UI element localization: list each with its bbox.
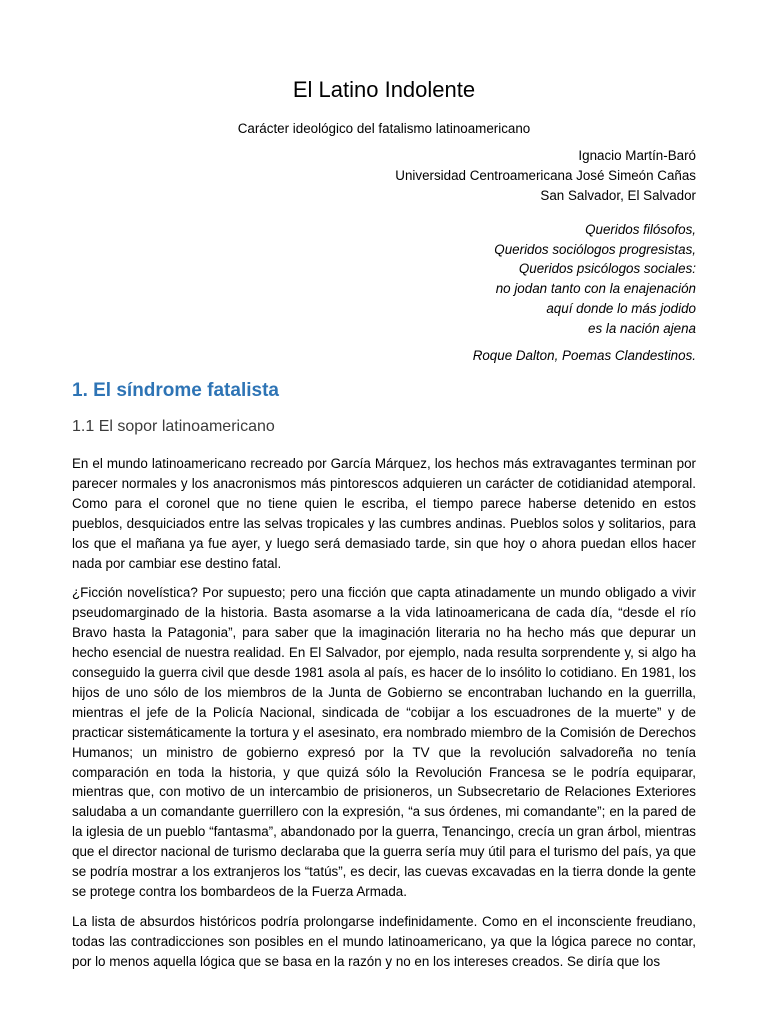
- epigraph-line: Queridos psicólogos sociales:: [518, 261, 696, 277]
- document-title: El Latino Indolente: [292, 77, 476, 102]
- epigraph-line: aquí donde lo más jodido: [546, 301, 696, 317]
- author-block: [72, 146, 696, 206]
- document-subtitle: Carácter ideológico del fatalismo latinoamericano: [237, 121, 531, 136]
- author-name: Ignacio Martín-Baró: [578, 147, 696, 163]
- body-paragraph: En el mundo latinoamericano recreado por García Márquez, los hechos más extravagantes terminan por parecer normales y los anacronismos más pintorescos adquieren un carácter de cotidianidad atemporal. Como para el coronel que no tiene quien le escriba, el tiempo parece haberse detenido en estos pueblos, desquiciados entre las selvas tropicales y las cumbres andinas. Pueblos solos y solitarios, para los que el mañana ya fue ayer, y luego será demasiado tarde, sin que hoy o ahora puedan ellos hacer nada por cambiar ese destino fatal.: [72, 455, 696, 571]
- subsection-heading: 1.1 El sopor latinoamericano: [72, 417, 275, 435]
- epigraph-line: no jodan tanto con la enajenación: [495, 281, 696, 297]
- author-institution: Universidad Centroamericana José Simeón Cañas: [395, 167, 696, 183]
- epigraph-attribution: Roque Dalton, Poemas Clandestinos.: [472, 348, 696, 364]
- epigraph-line: Queridos sociólogos progresistas,: [494, 241, 696, 257]
- section-heading: 1. El síndrome fatalista: [72, 379, 279, 401]
- epigraph: [72, 220, 696, 339]
- body-paragraph: La lista de absurdos históricos podría prolongarse indefinidamente. Como en el inconsciente freudiano, todas las contradicciones son posibles en el mundo latinoamericano, ya que la lógica parece no contar, por lo menos aquella lógica que se basa en la razón y no en los intereses creados. Se diría que los: [72, 913, 696, 969]
- author-location: San Salvador, El Salvador: [540, 187, 696, 203]
- epigraph-line: es la nación ajena: [588, 321, 696, 337]
- body-paragraph: ¿Ficción novelística? Por supuesto; pero una ficción que capta atinadamente un mundo obligado a vivir pseudomarginado de la historia. Basta asomarse a la vida latinoamericana de cada día, “desde el río Bravo hasta la Patagonia”, para saber que la imaginación literaria no ha hecho más que depurar un hecho esencial de nuestra realidad. En El Salvador, por ejemplo, nada resulta sorprendente y, si algo ha conseguido la guerra civil que desde 1981 asola al país, es hacer de lo insólito lo cotidiano. En 1981, los hijos de uno sólo de los miembros de la Junta de Gobierno se encontraban luchando en la guerrilla, mientras el jefe de la Policía Nacional, sindicada de “cobijar a los escuadrones de la muerte” y de practicar sistemáticamente la tortura y el asesinato, era nombrado miembro de la Comisión de Derechos Humanos; un ministro de gobierno expresó por la TV que la revolución salvadoreña no tenía comparación en toda la historia, y que quizá sólo la Revolución Francesa se le podría equiparar, mientras que, con motivo de un intercambio de prisioneros, un Subsecretario de Relaciones Exteriores saludaba a un comandante guerrillero con la expresión, “a sus órdenes, mi comandante”; en la pared de la iglesia de un pueblo “fantasma”, abandonado por la guerra, Tenancingo, crecía un gran árbol, mientras que el director nacional de turismo declaraba que la guerra sería muy útil para el turismo del país, ya que se podría mostrar a los extranjeros los “tatús”, es decir, las cuevas excavadas en la tierra donde la gente se protege contra los bombardeos de la Fuerza Armada.: [72, 585, 696, 899]
- epigraph-line: Queridos filósofos,: [585, 221, 696, 237]
